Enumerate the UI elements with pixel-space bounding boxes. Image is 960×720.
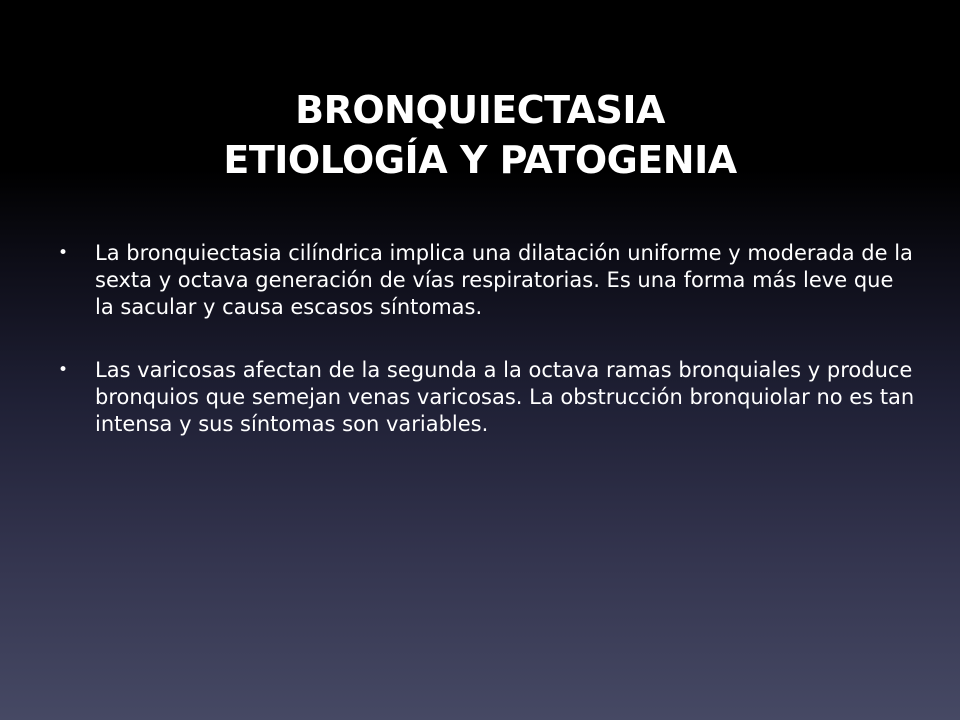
bullet-list [58, 240, 918, 474]
bullet-text: Las varicosas afectan de la segunda a la octava ramas bronquiales y produce bronquios que semejan venas varicosas. La obstrucción bronquiolar no es tan intensa y sus síntomas son variables. [95, 358, 915, 436]
slide-title [0, 85, 960, 185]
bullet-item [58, 240, 918, 321]
bullet-text: La bronquiectasia cilíndrica implica una dilatación uniforme y moderada de la sexta y octava generación de vías respiratorias. Es una forma más leve que la sacular y causa escasos síntomas. [95, 241, 913, 319]
title-line-2: ETIOLOGÍA Y PATOGENIA [223, 138, 737, 183]
bullet-point-icon: • [58, 243, 69, 263]
title-line-1: BRONQUIECTASIA [295, 88, 665, 133]
bullet-point-icon: • [58, 360, 69, 380]
bullet-item [58, 357, 918, 438]
